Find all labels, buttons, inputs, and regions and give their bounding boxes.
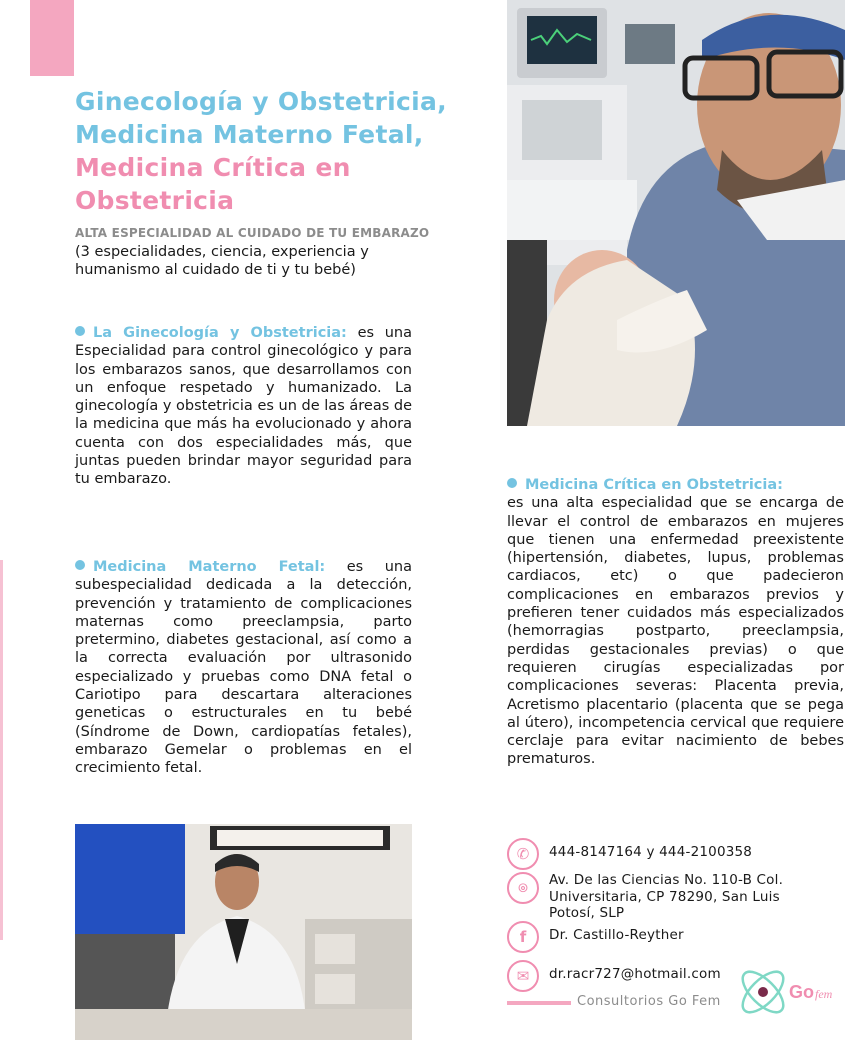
section-text: es una alta especialidad que se encarga de llevar el control de embarazos en mujeres que tienen una enfermedad preexistente (hipertensión, diabetes, lupus, problemas cardiacos, etc) o que padecieron complicaciones en embarazos previos y prefieren tener cuidados más especializados (hemorragias postparto, preeclampsia, perdidas gestacionales previas) o que requieren cirugías especializadas por complicaciones severas: Placenta previa, Acretismo placentario (placenta que se pega al útero), incompetencia cervical que requiere cerclaje para evitar nacimiento de bebes prematuros. (507, 495, 844, 768)
title-line-1: Ginecología y Obstetricia, (75, 87, 447, 116)
left-edge-accent (0, 560, 3, 940)
doctor-with-newborn-photo (507, 0, 845, 426)
subtitle-note: (3 especialidades, ciencia, experiencia y humanismo al cuidado de ti y tu bebé) (75, 244, 369, 278)
section-title: Medicina Materno Fetal: (93, 559, 326, 575)
bullet-icon (507, 478, 517, 488)
logo-suffix: fem (815, 987, 833, 1001)
subtitle: ALTA ESPECIALIDAD AL CUIDADO DE TU EMBARAZO (75, 226, 430, 240)
location-pin-icon: ⌾ (507, 872, 539, 904)
section-materno-fetal (75, 558, 412, 778)
contact-phone[interactable] (507, 838, 799, 870)
page-title (75, 85, 475, 217)
mail-icon: ✉ (507, 960, 539, 992)
doctor-at-desk-photo (75, 824, 412, 1040)
title-line-2: Medicina Materno Fetal, (75, 120, 424, 149)
bullet-icon (75, 560, 85, 570)
facebook-icon: f (507, 921, 539, 953)
section-title: La Ginecología y Obstetricia: (93, 325, 347, 341)
footer-accent-line (507, 1001, 571, 1005)
contact-address[interactable] (507, 872, 799, 922)
phone-icon: ✆ (507, 838, 539, 870)
title-line-4: Obstetricia (75, 186, 235, 215)
facebook-text: Dr. Castillo-Reyther (549, 927, 684, 943)
email-text: dr.racr727@hotmail.com (549, 966, 721, 982)
phone-text: 444-8147164 y 444-2100358 (549, 844, 753, 860)
logo-text: Go (789, 982, 814, 1002)
title-line-3: Medicina Crítica en (75, 153, 351, 182)
section-medicina-critica (507, 476, 844, 769)
contact-facebook[interactable] (507, 921, 799, 953)
section-title: Medicina Crítica en Obstetricia: (525, 477, 783, 493)
footer-brand: Consultorios Go Fem (577, 994, 721, 1009)
section-text: es una Especialidad para control ginecológico y para los embarazos sanos, que desarrollamos con un enfoque respetado y humanizado. La ginecología y obstetricia es un de las áreas de la medicina que más ha evolucionado y ahora cuenta con dos especialidades más, que juntas pueden brindar mayor seguridad para tu embarazo. (75, 325, 413, 488)
bullet-icon (75, 326, 85, 336)
section-ginecologia (75, 324, 412, 489)
address-text: Av. De las Ciencias No. 110-B Col. Universitaria, CP 78290, San Luis Potosí, SLP (549, 872, 784, 921)
section-text: es una subespecialidad dedicada a la detección, prevención y tratamiento de complicaciones maternas como preeclampsia, parto pretermino, diabetes gestacional, así como a la correcta evaluación por ultrasonido especializado y pruebas como DNA fetal o Cariotipo para descartara alteraciones geneticas o estructurales en tu bebé (Síndrome de Down, cardiopatías fetales), embarazo Gemelar o problemas en el crecimiento fetal. (75, 559, 412, 777)
pink-accent-tab (30, 0, 74, 76)
gofem-logo (733, 960, 843, 1024)
